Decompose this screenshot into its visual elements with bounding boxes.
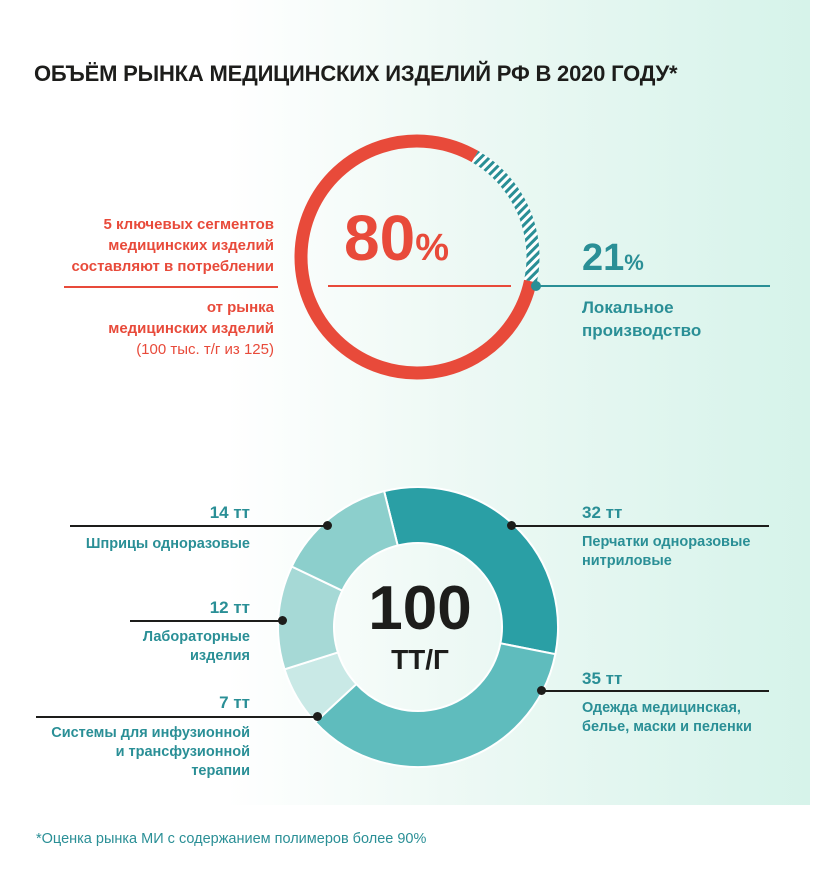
local-marker: [531, 281, 541, 291]
segment-clothes-marker: [537, 686, 546, 695]
share-note: (100 тыс. т/г из 125): [136, 341, 274, 358]
segment-infusion-leader: [36, 716, 318, 718]
share-base: от рынка медицинских изделий (100 тыс. т/г из 125): [108, 299, 274, 358]
segment-syringes-leader: [70, 525, 328, 527]
donut-center-value: 100: [368, 574, 472, 643]
segment-syringes-label: Шприцы одноразовые: [85, 536, 250, 552]
segment-lab-marker: [278, 616, 287, 625]
local-percent-unit: %: [624, 250, 644, 275]
segment-gloves-value: 32 тт: [582, 503, 623, 522]
ring-segment-rest: [475, 157, 533, 282]
segment-infusion-value: 7 тт: [219, 693, 250, 712]
segment-clothes-leader: [541, 690, 769, 692]
center-divider: [328, 285, 511, 287]
segment-infusion-label: Системы для инфузионной и трансфузионной терапии: [51, 725, 250, 779]
local-label: Локальное производство: [582, 298, 702, 340]
big-percent: [344, 202, 449, 274]
segment-clothes-value: 35 тт: [582, 669, 623, 688]
big-percent-value: 80: [344, 202, 416, 274]
segment-lab-value: 12 тт: [209, 598, 250, 617]
footnote: *Оценка рынка МИ с содержанием полимеров более 90%: [36, 831, 427, 847]
segment-clothes-label: Одежда медицинская, белье, маски и пеленки: [582, 700, 752, 735]
segment-lab-label: Лабораторные изделия: [142, 629, 250, 664]
local-divider: [537, 285, 770, 287]
segment-infusion-marker: [313, 712, 322, 721]
segment-lab-leader: [130, 620, 282, 622]
local-percent-value: 21: [582, 237, 625, 279]
donut-center-unit: ТТ/Г: [391, 644, 449, 675]
segment-gloves-label: Перчатки одноразовые нитриловые: [582, 534, 751, 569]
big-percent-unit: %: [415, 227, 449, 269]
local-percent: [582, 238, 644, 278]
segment-gloves-leader: [511, 525, 769, 527]
share-description: 5 ключевых сегментов медицинских изделий составляют в потреблении: [71, 216, 274, 275]
segment-gloves-marker: [507, 521, 516, 530]
segment-syringes-value: 14 тт: [209, 503, 250, 522]
segment-syringes-marker: [323, 521, 332, 530]
left-divider: [64, 286, 278, 288]
page-title: ОБЪЁМ РЫНКА МЕДИЦИНСКИХ ИЗДЕЛИЙ РФ В 2020 ГОДУ*: [34, 61, 678, 86]
